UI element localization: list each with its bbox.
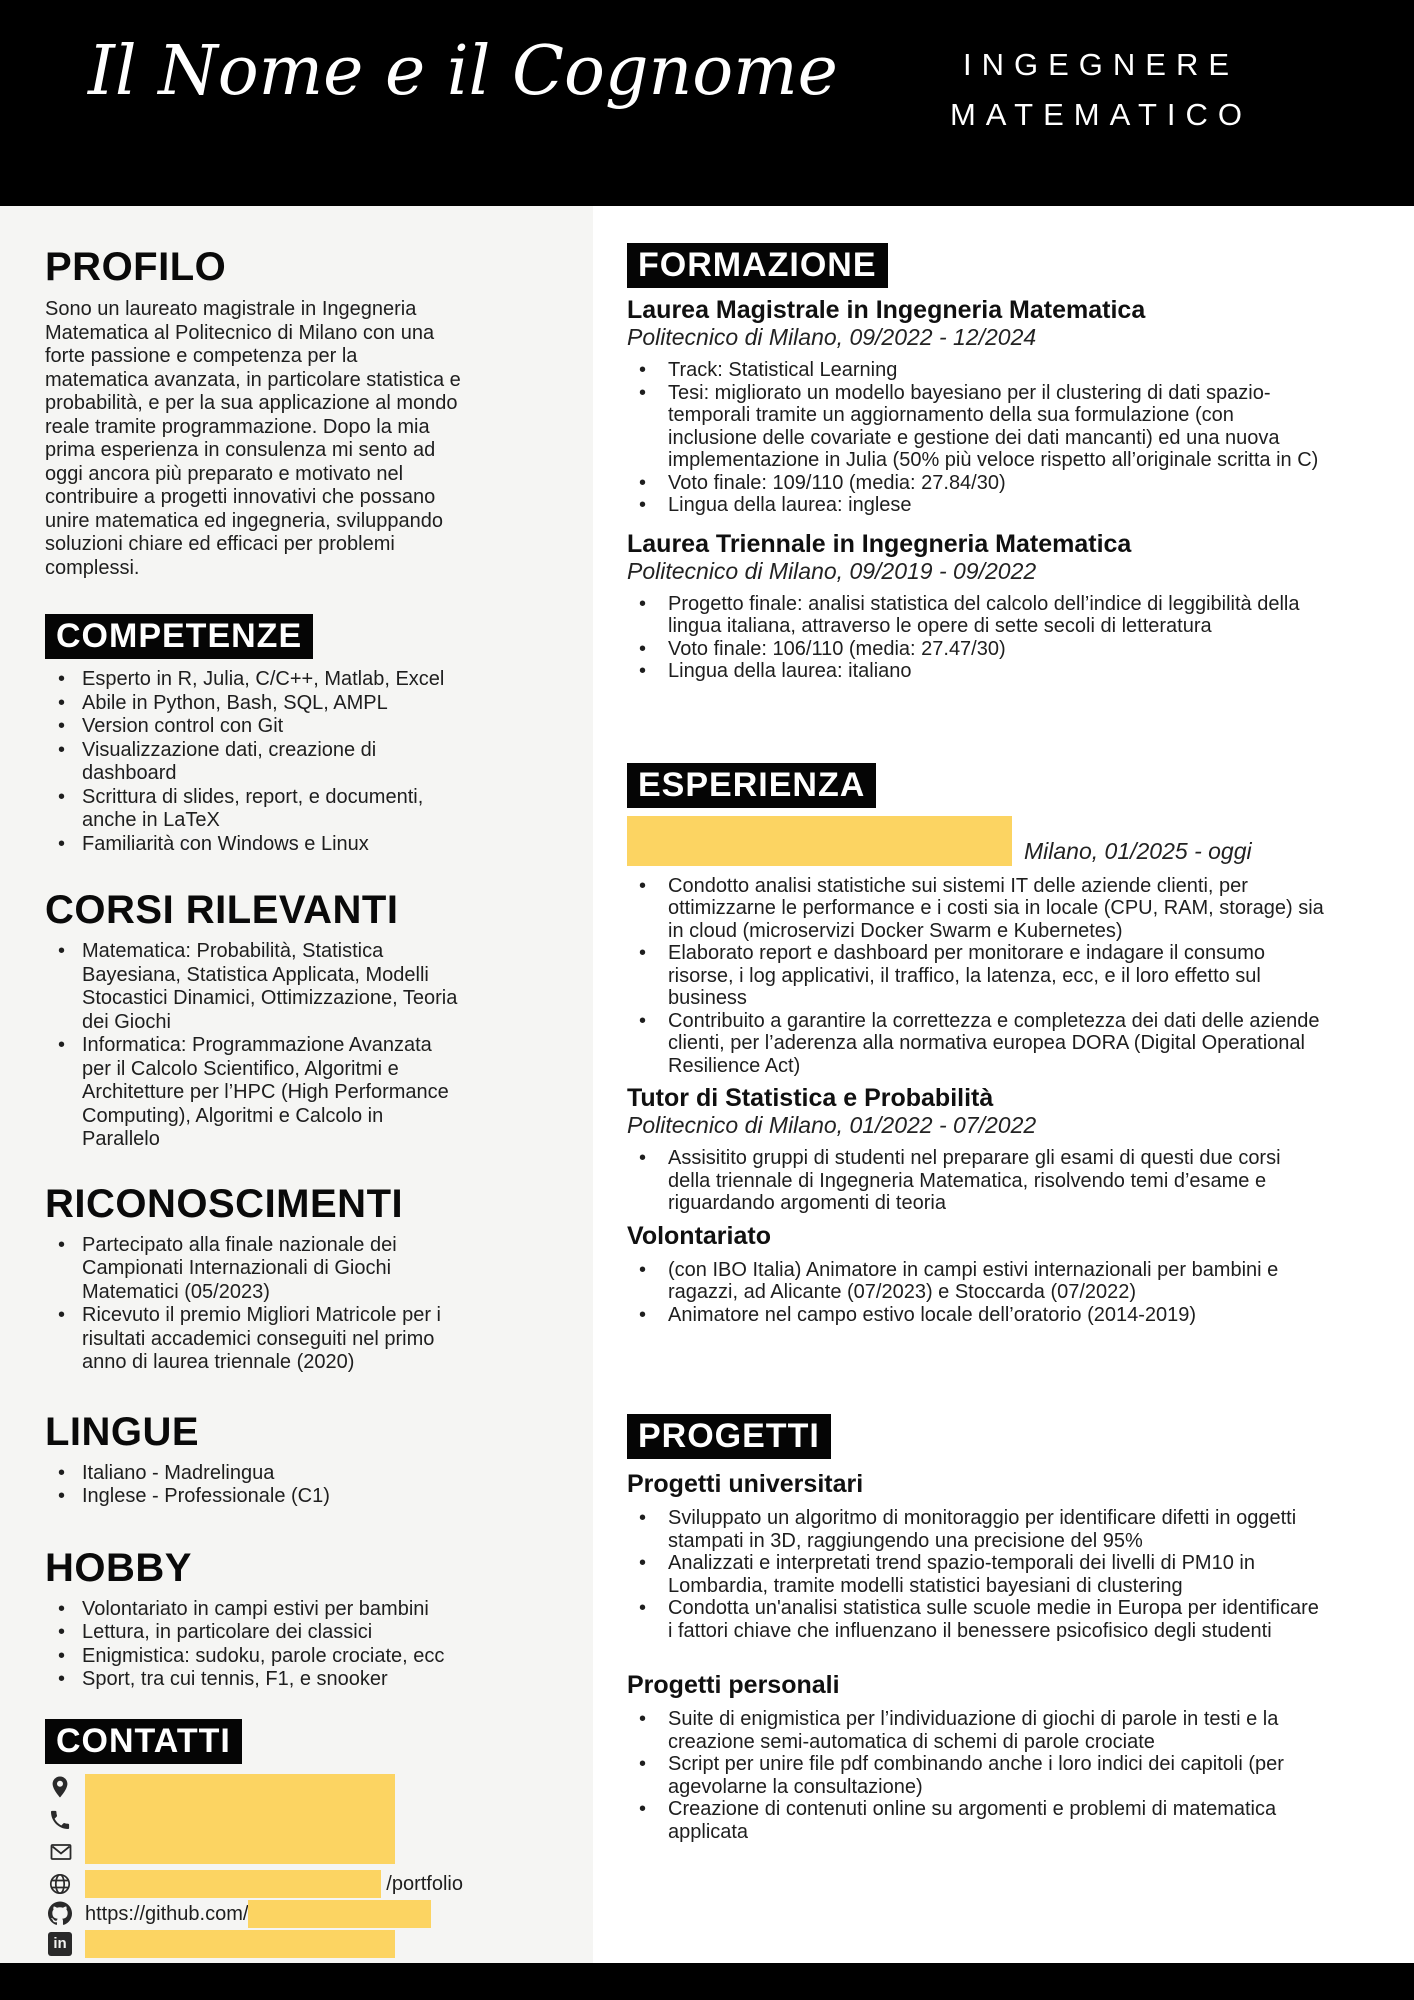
progetti-personali-title: Progetti personali xyxy=(627,1671,840,1699)
portfolio-suffix: /portfolio xyxy=(386,1872,463,1895)
globe-icon xyxy=(48,1871,72,1897)
bullet-item: • Condotta un'analisi statistica sulle scuole medie in Europa per identificare i fattori chiave che influenzano il benessere psicofisico degli studenti xyxy=(627,1597,1328,1642)
bullet-item: • Voto finale: 109/110 (media: 27.84/30) xyxy=(627,472,1328,495)
section-heading-hobby: HOBBY xyxy=(45,1545,192,1590)
bullet-item: • Animatore nel campo estivo locale dell’oratorio (2014-2019) xyxy=(627,1304,1328,1327)
contact-row-linkedin xyxy=(48,1929,463,1959)
bullet-item: • Analizzati e interpretati trend spazio-temporali dei livelli di PM10 in Lombardia, tramite modelli statistici bayesiani di clustering xyxy=(627,1552,1328,1597)
progetti-universitari-title: Progetti universitari xyxy=(627,1470,864,1498)
progetti-bullets xyxy=(627,1708,1374,1843)
profilo-text: Sono un laureato magistrale in Ingegneria Matematica al Politecnico di Milano con una forte passione e competenza per la matematica avanzata, in particolare statistica e probabilità, e per la sua applicazione al mondo reale tramite programmazione. Dopo la mia prima esperienza in consulenza mi sento ad oggi ancora più preparato e motivato nel contribuire a progetti innovativi che possano unire matematica ed ingegneria, sviluppando soluzioni chiare ed efficaci per problemi complessi. xyxy=(45,298,461,579)
bullet-item: • Suite di enigmistica per l’individuazione di giochi di parole in testi e la creazione semi-automatica di schemi di parole crociate xyxy=(627,1708,1328,1753)
bullet-item: • Familiarità con Windows e Linux xyxy=(45,833,463,857)
bullet-item: • Scrittura di slides, report, e documenti, anche in LaTeX xyxy=(45,786,463,833)
progetti-subsection xyxy=(627,1672,1374,1843)
bullet-item: • Informatica: Programmazione Avanzata per il Calcolo Scientifico, Algoritmi e Architetture per l’HPC (High Performance Computing), Algoritmi e Calcolo in Parallelo xyxy=(45,1034,463,1152)
left-column xyxy=(0,206,593,1963)
candidate-name: Il Nome e il Cognome xyxy=(88,32,838,111)
degree-title: Laurea Triennale in Ingegneria Matematica xyxy=(627,529,1132,558)
bullet-item: • Assisitito gruppi di studenti nel preparare gli esami di questi due corsi della triennale di Ingegneria Matematica, risolvendo temi d’esame e riguardando argomenti di teoria xyxy=(627,1147,1328,1215)
contact-list xyxy=(45,1774,463,1959)
github-icon xyxy=(48,1901,72,1926)
bullet-item: • Lingua della laurea: italiano xyxy=(627,660,1328,683)
bullet-item: • Italiano - Madrelingua xyxy=(45,1462,463,1486)
bullet-item: • Tesi: migliorato un modello bayesiano per il clustering di dati spazio-temporali tramite un aggiornamento della sua formulazione (con inclusione delle covariate e gestione dei dati mancanti) ed una nuova implementazione in Julia (50% più veloce rispetto all’originale scritta in C) xyxy=(627,382,1328,472)
bullet-item: • Elaborato report e dashboard per monitorare e indagare il consumo risorse, i log applicativi, il traffico, la latenza, ecc, e il loro effetto sul business xyxy=(627,942,1328,1010)
job-title xyxy=(926,40,1276,140)
bullet-item: • Volontariato in campi estivi per bambini xyxy=(45,1598,463,1622)
section-heading-progetti: PROGETTI xyxy=(627,1414,831,1459)
degree-bullets xyxy=(627,359,1374,517)
degree-subtitle: Politecnico di Milano, 09/2019 - 09/2022 xyxy=(627,557,1037,584)
job-title-line1: INGEGNERE xyxy=(962,47,1240,82)
formazione-entry xyxy=(627,531,1374,683)
bullet-item: • (con IBO Italia) Animatore in campi estivi internazionali per bambini e ragazzi, ad Alicante (07/2023) e Stoccarda (07/2022) xyxy=(627,1259,1328,1304)
hobby-list xyxy=(45,1598,463,1692)
esperienza-job xyxy=(627,1223,1374,1327)
bullet-item: • Esperto in R, Julia, C/C++, Matlab, Excel xyxy=(45,668,463,692)
section-heading-lingue: LINGUE xyxy=(45,1409,200,1454)
redacted-job-title xyxy=(627,816,1012,866)
contact-row-address-phone-email xyxy=(48,1774,463,1864)
bullet-item: • Matematica: Probabilità, Statistica Bayesiana, Statistica Applicata, Modelli Stocastici Dinamici, Ottimizzazione, Teoria dei Giochi xyxy=(45,940,463,1034)
header-band xyxy=(0,0,1414,206)
section-heading-contatti: CONTATTI xyxy=(45,1719,242,1764)
contact-row-github xyxy=(48,1899,463,1929)
github-prefix: https://github.com/ xyxy=(85,1902,249,1925)
bullet-item: • Partecipato alla finale nazionale dei Campionati Internazionali di Giochi Matematici (05/2023) xyxy=(45,1234,463,1305)
job-title-line2: MATEMATICO xyxy=(949,97,1253,132)
bullet-item: • Creazione di contenuti online su argomenti e problemi di matematica applicata xyxy=(627,1798,1328,1843)
degree-bullets xyxy=(627,593,1374,683)
formazione-entry xyxy=(627,297,1374,517)
bullet-item: • Enigmistica: sudoku, parole crociate, ecc xyxy=(45,1645,463,1669)
bullet-item: • Inglese - Professionale (C1) xyxy=(45,1485,463,1509)
section-heading-competenze: COMPETENZE xyxy=(45,614,313,659)
bullet-item: • Ricevuto il premio Migliori Matricole per i risultati accademici conseguiti nel primo anno di laurea triennale (2020) xyxy=(45,1304,463,1375)
bullet-item: • Script per unire file pdf combinando anche i loro indici dei capitoli (per agevolarne la consultazione) xyxy=(627,1753,1328,1798)
esperienza-job xyxy=(627,1085,1374,1215)
degree-title: Laurea Magistrale in Ingegneria Matematica xyxy=(627,296,1146,324)
competenze-list xyxy=(45,668,463,856)
bullet-item: • Progetto finale: analisi statistica del calcolo dell’indice di leggibilità della lingua italiana, attraverso le opere di sette secoli di letteratura xyxy=(627,593,1328,638)
lingue-list xyxy=(45,1462,463,1509)
footer-band xyxy=(0,1963,1414,2000)
bullet-item: • Visualizzazione dati, creazione di dashboard xyxy=(45,739,463,786)
section-heading-formazione: FORMAZIONE xyxy=(627,243,888,288)
bullet-item: • Contribuito a garantire la correttezza e completezza dei dati delle aziende clienti, per l’aderenza alla normativa europea DORA (Digital Operational Resilience Act) xyxy=(627,1010,1328,1078)
job-subtitle: Politecnico di Milano, 01/2022 - 07/2022 xyxy=(627,1112,1037,1138)
bullet-item: • Abile in Python, Bash, SQL, AMPL xyxy=(45,692,463,716)
redacted-website xyxy=(85,1870,381,1898)
job-title-tutor: Tutor di Statistica e Probabilità xyxy=(627,1084,994,1112)
section-heading-esperienza: ESPERIENZA xyxy=(627,763,876,808)
right-column xyxy=(593,206,1414,1963)
progetti-bullets xyxy=(627,1507,1374,1642)
job-bullets xyxy=(627,1147,1374,1215)
job-bullets xyxy=(627,1259,1374,1327)
linkedin-icon: in xyxy=(48,1932,72,1956)
section-heading-riconoscimenti: RICONOSCIMENTI xyxy=(45,1181,404,1226)
bullet-item: • Condotto analisi statistiche sui sistemi IT delle aziende clienti, per ottimizzarne le performance e i costi sia in locale (CPU, RAM, storage) sia in cloud (microservizi Docker Swarm e Kubernetes) xyxy=(627,875,1328,943)
contact-row-website xyxy=(48,1869,463,1899)
bullet-item: • Lingua della laurea: inglese xyxy=(627,494,1328,517)
job-title-volontariato: Volontariato xyxy=(627,1221,771,1250)
location-pin-icon xyxy=(48,1774,72,1800)
redacted-github-username xyxy=(248,1900,431,1928)
phone-icon xyxy=(48,1808,72,1832)
bullet-item: • Sport, tra cui tennis, F1, e snooker xyxy=(45,1668,463,1692)
progetti-subsection xyxy=(627,1471,1374,1642)
esperienza-job-redacted xyxy=(627,816,1374,866)
corsi-list xyxy=(45,940,463,1152)
bullet-item: • Version control con Git xyxy=(45,715,463,739)
section-heading-corsi: CORSI RILEVANTI xyxy=(45,888,399,932)
riconoscimenti-list xyxy=(45,1234,463,1375)
degree-subtitle: Politecnico di Milano, 09/2022 - 12/2024 xyxy=(627,324,1037,350)
email-icon xyxy=(48,1840,72,1864)
bullet-item: • Lettura, in particolare dei classici xyxy=(45,1621,463,1645)
bullet-item: • Track: Statistical Learning xyxy=(627,359,1328,382)
bullet-item: • Voto finale: 106/110 (media: 27.47/30) xyxy=(627,638,1328,661)
section-heading-profilo: PROFILO xyxy=(45,245,227,289)
job-bullets xyxy=(627,875,1374,1078)
bullet-item: • Sviluppato un algoritmo di monitoraggio per identificare difetti in oggetti stampati in 3D, raggiungendo una precisione del 95% xyxy=(627,1507,1328,1552)
redacted-linkedin xyxy=(85,1930,395,1958)
job-location-date: Milano, 01/2025 - oggi xyxy=(1024,837,1252,864)
redacted-address-phone-email xyxy=(85,1774,395,1864)
